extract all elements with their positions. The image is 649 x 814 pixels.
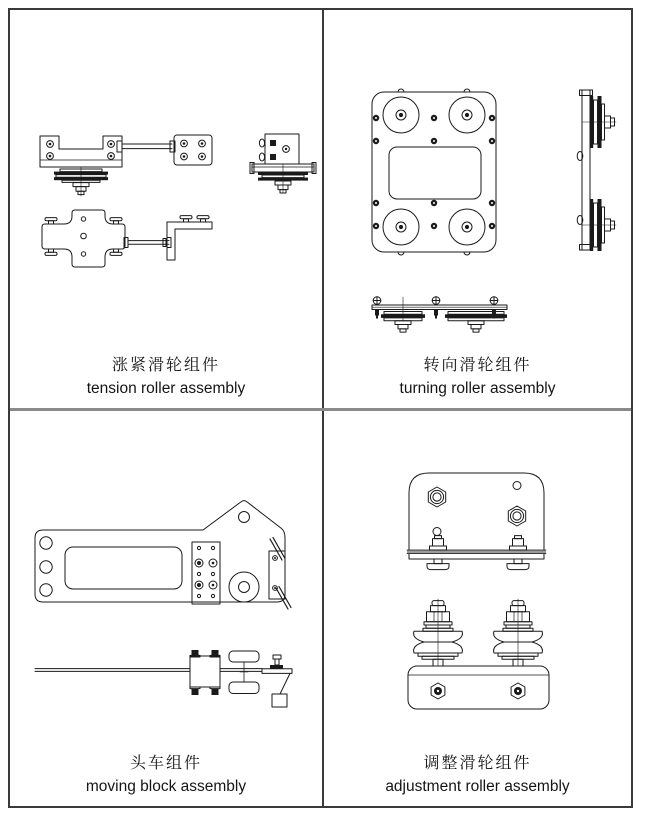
diagram-frame bbox=[8, 8, 633, 808]
turning-roller-main-view bbox=[372, 89, 496, 255]
assembly-label-en: adjustment roller assembly bbox=[385, 778, 570, 795]
moving-block-bottom-view bbox=[35, 650, 292, 707]
tension-roller-bottom-view bbox=[42, 210, 212, 267]
assembly-label-en: moving block assembly bbox=[85, 778, 247, 795]
assembly-label-zh: 涨紧滑轮组件 bbox=[111, 357, 220, 374]
assembly-label-zh: 头车组件 bbox=[129, 755, 202, 772]
quadrant-tension-roller bbox=[10, 10, 322, 408]
adjustment-roller-bottom-view bbox=[408, 599, 549, 709]
quadrant-moving-block bbox=[10, 411, 322, 806]
turning-roller-drawing bbox=[324, 10, 631, 408]
assembly-label bbox=[10, 354, 322, 400]
assembly-label bbox=[324, 752, 631, 798]
tension-roller-drawing bbox=[10, 10, 322, 408]
assembly-label-zh: 调整滑轮组件 bbox=[423, 755, 532, 772]
assembly-label-en: tension roller assembly bbox=[86, 380, 246, 397]
tension-roller-top-view bbox=[40, 135, 212, 196]
assembly-label bbox=[324, 354, 631, 400]
moving-block-main-view bbox=[35, 501, 291, 609]
quadrant-adjustment-roller bbox=[324, 411, 631, 806]
turning-roller-bottom-view bbox=[372, 297, 507, 332]
moving-block-drawing bbox=[10, 411, 322, 806]
assembly-label bbox=[10, 752, 322, 798]
adjustment-roller-top-view bbox=[407, 473, 546, 570]
assembly-label-zh: 转向滑轮组件 bbox=[423, 357, 532, 374]
assembly-label-en: turning roller assembly bbox=[399, 380, 556, 397]
horizontal-divider bbox=[10, 408, 631, 411]
turning-roller-side-view bbox=[577, 90, 616, 251]
quadrant-turning-roller bbox=[324, 10, 631, 408]
adjustment-roller-drawing bbox=[324, 411, 631, 806]
tension-roller-side-view bbox=[250, 134, 316, 193]
